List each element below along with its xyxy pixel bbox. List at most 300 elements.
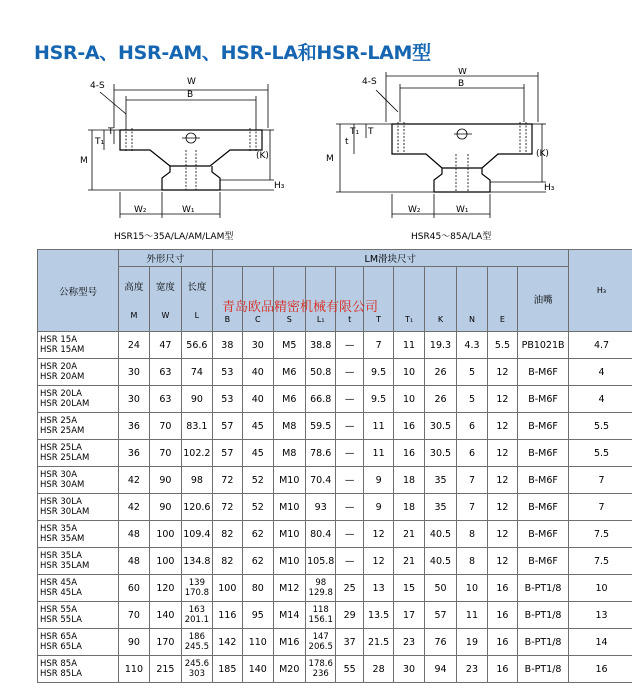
cell-c: 52 [243, 494, 273, 521]
model-line: HSR 30LAM [40, 507, 90, 517]
cell-l1 [306, 602, 336, 629]
cell-t1: 10 [394, 359, 424, 386]
table-row [38, 332, 632, 359]
cell-nipple: PB1021B [518, 332, 569, 359]
cell-k: 35 [424, 467, 456, 494]
cell-m: 42 [119, 494, 149, 521]
cell-c: 140 [243, 656, 273, 683]
dim-t: T [108, 127, 114, 137]
cell-s: M10 [273, 494, 305, 521]
model-line: HSR 65A [40, 632, 78, 642]
cell-s: M5 [273, 332, 305, 359]
model-line: HSR 85A [40, 659, 78, 669]
cell-l1 [306, 359, 336, 386]
cell-line: 83.1 [186, 420, 208, 432]
cell-c: 45 [243, 413, 273, 440]
cell-t: 12 [363, 548, 393, 575]
cell-line: 206.5 [308, 642, 333, 652]
model-cell [38, 629, 119, 656]
cell-n: 6 [457, 440, 487, 467]
cell-t1: 16 [394, 413, 424, 440]
model-line: HSR 30A [40, 470, 78, 480]
cell-t: — [336, 332, 363, 359]
cell-t: — [336, 359, 363, 386]
model-line: HSR 45LA [40, 588, 82, 598]
cell-t: — [336, 386, 363, 413]
cell-l [182, 332, 212, 359]
cell-b: 72 [212, 494, 242, 521]
right-profile-diagram [318, 68, 568, 238]
cell-t1: 18 [394, 467, 424, 494]
model-cell [38, 656, 119, 683]
cell-w: 140 [149, 602, 181, 629]
cell-e: 12 [487, 440, 517, 467]
model-line: HSR 55LA [40, 615, 82, 625]
cell-w: 120 [149, 575, 181, 602]
cell-w: 90 [149, 467, 181, 494]
cell-s: M6 [273, 386, 305, 413]
header-s: S [273, 267, 305, 332]
cell-nipple: B-PT1/8 [518, 629, 569, 656]
cell-c: 80 [243, 575, 273, 602]
dim-s: 4-S [90, 81, 105, 91]
cell-e: 5.5 [487, 332, 517, 359]
model-cell [38, 359, 119, 386]
table-row [38, 494, 632, 521]
dim-w2: W₂ [408, 205, 421, 215]
header-t: T [363, 267, 393, 332]
cell-line: 50.8 [310, 366, 332, 378]
cell-k: 94 [424, 656, 456, 683]
cell-t1: 18 [394, 494, 424, 521]
cell-c: 30 [243, 332, 273, 359]
cell-e: 12 [487, 467, 517, 494]
dim-t1: T₁ [95, 137, 105, 147]
model-line: HSR 30AM [40, 480, 85, 490]
cell-l [182, 467, 212, 494]
cell-line: 70.4 [310, 474, 332, 486]
cell-t: 9.5 [363, 359, 393, 386]
model-line: HSR 20A [40, 362, 78, 372]
model-cell [38, 548, 119, 575]
cell-n: 4.3 [457, 332, 487, 359]
cell-s: M8 [273, 413, 305, 440]
cell-line: 170.8 [184, 588, 210, 598]
cell-m: 36 [119, 413, 149, 440]
cell-e: 12 [487, 359, 517, 386]
cell-l1 [306, 494, 336, 521]
dim-s: 4-S [362, 77, 377, 87]
cell-b: 57 [212, 413, 242, 440]
table-row [38, 467, 632, 494]
cell-c: 40 [243, 359, 273, 386]
cell-t: 29 [336, 602, 363, 629]
cell-k: 19.3 [424, 332, 456, 359]
cell-h3: 16 [568, 656, 632, 683]
header-model: 公称型号 [38, 250, 119, 332]
cell-k: 50 [424, 575, 456, 602]
cell-w: 70 [149, 440, 181, 467]
cell-line: 163 [188, 605, 205, 615]
cell-t: 7 [363, 332, 393, 359]
model-line: HSR 20LA [40, 389, 82, 399]
table-row [38, 575, 632, 602]
cell-l1 [306, 656, 336, 683]
cell-e: 12 [487, 413, 517, 440]
cell-t: 25 [336, 575, 363, 602]
cell-n: 7 [457, 467, 487, 494]
header-outer: 外形尺寸 [119, 250, 212, 267]
dim-t: T [368, 127, 374, 137]
cell-l1 [306, 413, 336, 440]
cell-h3: 7.5 [568, 548, 632, 575]
cell-nipple: B-M6F [518, 359, 569, 386]
cell-line: 120.6 [183, 501, 211, 513]
cell-w: 170 [149, 629, 181, 656]
cell-t1: 21 [394, 521, 424, 548]
cell-e: 16 [487, 602, 517, 629]
cell-h3: 5.5 [568, 413, 632, 440]
header-nipple: 油嘴 [518, 267, 569, 332]
cell-n: 8 [457, 521, 487, 548]
cell-line: 59.5 [310, 420, 332, 432]
header-e: E [487, 267, 517, 332]
cell-n: 10 [457, 575, 487, 602]
cell-l [182, 521, 212, 548]
cell-h3: 14 [568, 629, 632, 656]
cell-l [182, 440, 212, 467]
cell-n: 19 [457, 629, 487, 656]
cell-line: 102.2 [183, 447, 211, 459]
cell-w: 63 [149, 386, 181, 413]
cell-s: M10 [273, 467, 305, 494]
cell-l [182, 548, 212, 575]
cell-nipple: B-M6F [518, 521, 569, 548]
model-line: HSR 35LAM [40, 561, 90, 571]
model-cell [38, 332, 119, 359]
cell-t: 37 [336, 629, 363, 656]
cell-n: 5 [457, 386, 487, 413]
cell-l [182, 359, 212, 386]
cell-line: 74 [190, 366, 203, 378]
cell-line: 90 [190, 393, 203, 405]
cell-e: 12 [487, 386, 517, 413]
model-cell [38, 494, 119, 521]
cell-line: 98 [190, 474, 203, 486]
cell-l1 [306, 467, 336, 494]
model-cell [38, 386, 119, 413]
cell-m: 60 [119, 575, 149, 602]
cell-b: 116 [212, 602, 242, 629]
cell-n: 23 [457, 656, 487, 683]
cell-t1: 10 [394, 386, 424, 413]
cell-line: 156.1 [308, 615, 333, 625]
cell-k: 76 [424, 629, 456, 656]
cell-line: 98 [315, 578, 327, 588]
dim-t-small: t [345, 137, 349, 147]
dim-w2: W₂ [134, 205, 147, 215]
cell-t: 13 [363, 575, 393, 602]
cell-l1 [306, 629, 336, 656]
cell-line: 129.8 [308, 588, 333, 598]
header-n: N [457, 267, 487, 332]
cell-t: 13.5 [363, 602, 393, 629]
cell-nipple: B-PT1/8 [518, 656, 569, 683]
header-b: B [212, 267, 242, 332]
cell-nipple: B-M6F [518, 494, 569, 521]
cell-nipple: B-M6F [518, 413, 569, 440]
dim-w1: W₁ [182, 205, 195, 215]
cell-n: 6 [457, 413, 487, 440]
cell-h3: 7.5 [568, 521, 632, 548]
cell-l1 [306, 548, 336, 575]
cell-line: 139 [188, 578, 205, 588]
model-line: HSR 35LA [40, 551, 82, 561]
cell-c: 95 [243, 602, 273, 629]
header-block: LM滑块尺寸 [212, 250, 568, 267]
cell-line: 303 [188, 669, 205, 679]
cell-w: 100 [149, 548, 181, 575]
cell-k: 26 [424, 386, 456, 413]
model-line: HSR 35A [40, 524, 78, 534]
cell-t: 11 [363, 440, 393, 467]
header-k: K [424, 267, 456, 332]
cell-nipple: B-M6F [518, 386, 569, 413]
cell-t: — [336, 413, 363, 440]
cell-k: 30.5 [424, 440, 456, 467]
cell-e: 16 [487, 575, 517, 602]
page-title: HSR-A、HSR-AM、HSR-LA和HSR-LAM型 [34, 42, 431, 64]
header-t-small: t [336, 267, 363, 332]
cell-k: 40.5 [424, 548, 456, 575]
cell-m: 48 [119, 548, 149, 575]
cell-b: 100 [212, 575, 242, 602]
model-cell [38, 440, 119, 467]
cell-line: 38.8 [310, 339, 332, 351]
model-cell [38, 467, 119, 494]
model-line: HSR 20LAM [40, 399, 90, 409]
cell-line: 201.1 [184, 615, 210, 625]
cell-t: — [336, 440, 363, 467]
model-line: HSR 25AM [40, 426, 85, 436]
model-line: HSR 15A [40, 335, 78, 345]
cell-n: 5 [457, 359, 487, 386]
cell-s: M16 [273, 629, 305, 656]
model-line: HSR 20AM [40, 372, 85, 382]
cell-h3: 13 [568, 602, 632, 629]
left-diagram-caption: HSR15～35A/LA/AM/LAM型 [114, 232, 234, 242]
model-line: HSR 25LAM [40, 453, 90, 463]
cell-t1: 30 [394, 656, 424, 683]
table-row [38, 386, 632, 413]
cell-l1 [306, 440, 336, 467]
cell-b: 82 [212, 521, 242, 548]
cell-b: 53 [212, 359, 242, 386]
table-row [38, 548, 632, 575]
cell-line: 186 [188, 632, 205, 642]
cell-h3: 7 [568, 467, 632, 494]
model-cell [38, 521, 119, 548]
model-cell [38, 413, 119, 440]
cell-t: 21.5 [363, 629, 393, 656]
cell-h3: 10 [568, 575, 632, 602]
cell-k: 57 [424, 602, 456, 629]
cell-m: 30 [119, 386, 149, 413]
cell-s: M20 [273, 656, 305, 683]
table-row [38, 521, 632, 548]
cell-t: 9 [363, 467, 393, 494]
cell-t: 9.5 [363, 386, 393, 413]
cell-l1 [306, 332, 336, 359]
cell-k: 40.5 [424, 521, 456, 548]
cell-k: 26 [424, 359, 456, 386]
cell-l [182, 656, 212, 683]
cell-m: 30 [119, 359, 149, 386]
cell-line: 105.8 [307, 555, 335, 567]
cell-nipple: B-PT1/8 [518, 575, 569, 602]
cell-m: 110 [119, 656, 149, 683]
cell-k: 30.5 [424, 413, 456, 440]
table-row [38, 440, 632, 467]
cell-n: 7 [457, 494, 487, 521]
dim-h3: H₃ [544, 183, 555, 193]
cell-s: M10 [273, 521, 305, 548]
cell-e: 12 [487, 494, 517, 521]
cell-l1 [306, 521, 336, 548]
cell-l [182, 494, 212, 521]
cell-line: 245.5 [184, 642, 210, 652]
cell-t: — [336, 521, 363, 548]
cell-e: 16 [487, 656, 517, 683]
cell-line: 80.4 [310, 528, 332, 540]
cell-s: M14 [273, 602, 305, 629]
dim-w: W [458, 68, 467, 77]
table-row [38, 413, 632, 440]
cell-b: 57 [212, 440, 242, 467]
model-line: HSR 25LA [40, 443, 82, 453]
table-row [38, 629, 632, 656]
cell-w: 215 [149, 656, 181, 683]
cell-nipple: B-M6F [518, 548, 569, 575]
cell-w: 63 [149, 359, 181, 386]
cell-w: 70 [149, 413, 181, 440]
cell-c: 52 [243, 467, 273, 494]
model-line: HSR 55A [40, 605, 78, 615]
dim-w: W [187, 77, 196, 87]
header-width: 宽度 W [149, 267, 181, 332]
dim-h3: H₃ [274, 181, 285, 191]
cell-line: 66.8 [310, 393, 332, 405]
cell-line: 118 [312, 605, 329, 615]
cell-t: 9 [363, 494, 393, 521]
cell-b: 82 [212, 548, 242, 575]
cell-k: 35 [424, 494, 456, 521]
table-row [38, 602, 632, 629]
left-profile-diagram [70, 68, 300, 238]
dim-b: B [458, 79, 465, 89]
cell-h3: 4 [568, 359, 632, 386]
model-cell [38, 602, 119, 629]
model-line: HSR 25A [40, 416, 78, 426]
cell-l [182, 602, 212, 629]
header-length: 长度 L [182, 267, 212, 332]
cell-h3: 7 [568, 494, 632, 521]
cell-b: 38 [212, 332, 242, 359]
cell-e: 12 [487, 521, 517, 548]
cell-t1: 21 [394, 548, 424, 575]
dim-m: M [80, 156, 88, 166]
model-line: HSR 45A [40, 578, 78, 588]
cell-t1: 17 [394, 602, 424, 629]
cell-line: 134.8 [183, 555, 211, 567]
cell-m: 24 [119, 332, 149, 359]
table-row [38, 359, 632, 386]
cell-t: 28 [363, 656, 393, 683]
cell-e: 12 [487, 548, 517, 575]
cell-l [182, 629, 212, 656]
cell-line: 78.6 [310, 447, 332, 459]
header-height: 高度 M [119, 267, 149, 332]
cell-s: M12 [273, 575, 305, 602]
cell-w: 100 [149, 521, 181, 548]
cell-c: 62 [243, 521, 273, 548]
cell-nipple: B-M6F [518, 440, 569, 467]
cell-nipple: B-M6F [518, 467, 569, 494]
header-h3: H₃ [568, 250, 632, 332]
cell-b: 53 [212, 386, 242, 413]
cell-t: — [336, 548, 363, 575]
cell-t1: 16 [394, 440, 424, 467]
cell-m: 48 [119, 521, 149, 548]
cell-m: 70 [119, 602, 149, 629]
cell-t: 11 [363, 413, 393, 440]
cell-l [182, 413, 212, 440]
table-row [38, 656, 632, 683]
cell-line: 178.6 [308, 659, 333, 669]
cell-c: 40 [243, 386, 273, 413]
cell-l [182, 575, 212, 602]
cell-w: 90 [149, 494, 181, 521]
cell-b: 142 [212, 629, 242, 656]
cell-line: 147 [312, 632, 329, 642]
cell-h3: 5.5 [568, 440, 632, 467]
dim-k: (K) [256, 151, 269, 161]
model-line: HSR 35AM [40, 534, 85, 544]
dim-b: B [187, 90, 194, 100]
model-cell [38, 575, 119, 602]
cell-c: 45 [243, 440, 273, 467]
cell-c: 110 [243, 629, 273, 656]
cell-nipple: B-PT1/8 [518, 602, 569, 629]
cell-n: 11 [457, 602, 487, 629]
cell-s: M8 [273, 440, 305, 467]
cell-line: 109.4 [183, 528, 211, 540]
cell-h3: 4.7 [568, 332, 632, 359]
cell-n: 8 [457, 548, 487, 575]
cell-t: 12 [363, 521, 393, 548]
cell-m: 36 [119, 440, 149, 467]
header-c: C [243, 267, 273, 332]
cell-t1: 15 [394, 575, 424, 602]
cell-t: 55 [336, 656, 363, 683]
cell-t1: 23 [394, 629, 424, 656]
cell-e: 16 [487, 629, 517, 656]
header-t1: T₁ [394, 267, 424, 332]
cell-t: — [336, 467, 363, 494]
cell-line: 93 [314, 501, 327, 513]
cell-h3: 4 [568, 386, 632, 413]
cell-l1 [306, 575, 336, 602]
